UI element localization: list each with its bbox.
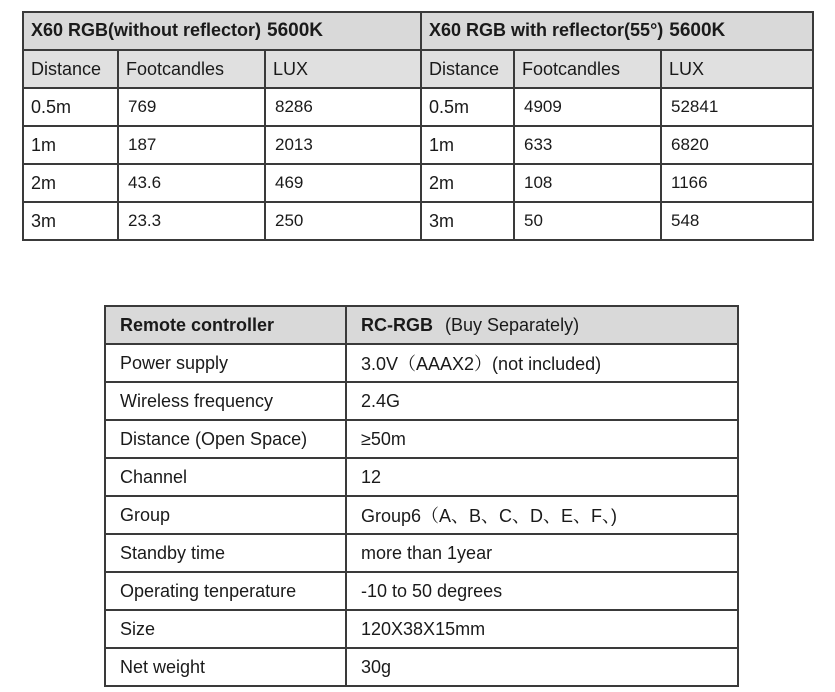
table-row: [105, 496, 738, 534]
footcandles-cell: 769: [118, 88, 265, 126]
lux-cell: 548: [661, 202, 813, 240]
spec-label: Power supply: [105, 344, 346, 382]
spec-label: Size: [105, 610, 346, 648]
remote-controller-table: [104, 305, 739, 687]
column-header-distance: Distance: [23, 50, 118, 88]
footcandles-cell: 187: [118, 126, 265, 164]
footcandles-cell: 50: [514, 202, 661, 240]
lux-cell: 8286: [265, 88, 421, 126]
spec-label: Distance (Open Space): [105, 420, 346, 458]
spec-label: Net weight: [105, 648, 346, 686]
spec-value: -10 to 50 degrees: [346, 572, 738, 610]
distance-cell: 3m: [421, 202, 514, 240]
photometric-header-row: [23, 50, 813, 88]
remote-model: RC-RGB: [361, 314, 433, 335]
distance-cell: 0.5m: [23, 88, 118, 126]
left-table-title: X60 RGB(without reflector) 5600K: [23, 12, 421, 50]
table-row: [105, 382, 738, 420]
table-row: [105, 420, 738, 458]
column-header-footcandles: Footcandles: [118, 50, 265, 88]
lux-cell: 469: [265, 164, 421, 202]
spec-value: 120X38X15mm: [346, 610, 738, 648]
spec-value: more than 1year: [346, 534, 738, 572]
table-row: [105, 344, 738, 382]
table-row: [105, 572, 738, 610]
remote-header-label: Remote controller: [105, 306, 346, 344]
column-header-footcandles: Footcandles: [514, 50, 661, 88]
footcandles-cell: 43.6: [118, 164, 265, 202]
table-row: [105, 648, 738, 686]
table-row: [23, 126, 813, 164]
distance-cell: 1m: [23, 126, 118, 164]
spec-label: Wireless frequency: [105, 382, 346, 420]
column-header-lux: LUX: [265, 50, 421, 88]
right-table-title: X60 RGB with reflector(55°) 5600K: [421, 12, 813, 50]
remote-header-row: [105, 306, 738, 344]
remote-header-model-cell: [346, 306, 738, 344]
table-row: [23, 202, 813, 240]
spec-value: 2.4G: [346, 382, 738, 420]
table-row: [105, 610, 738, 648]
table-row: [23, 88, 813, 126]
spec-value: 3.0V（AAAX2）(not included): [346, 344, 738, 382]
spec-label: Operating tenperature: [105, 572, 346, 610]
spec-label: Standby time: [105, 534, 346, 572]
spec-label: Channel: [105, 458, 346, 496]
column-header-distance: Distance: [421, 50, 514, 88]
photometric-table: [22, 11, 814, 241]
spec-label: Group: [105, 496, 346, 534]
table-row: [105, 458, 738, 496]
column-header-lux: LUX: [661, 50, 813, 88]
distance-cell: 1m: [421, 126, 514, 164]
right-cct-label: 5600K: [669, 20, 726, 41]
distance-cell: 2m: [23, 164, 118, 202]
lux-cell: 2013: [265, 126, 421, 164]
lux-cell: 1166: [661, 164, 813, 202]
photometric-title-row: [23, 12, 813, 50]
lux-cell: 250: [265, 202, 421, 240]
spec-value: Group6（A、B、C、D、E、F、): [346, 496, 738, 534]
spec-value: 30g: [346, 648, 738, 686]
left-cct-label: 5600K: [267, 20, 324, 41]
footcandles-cell: 4909: [514, 88, 661, 126]
footcandles-cell: 633: [514, 126, 661, 164]
remote-purchase-note: (Buy Separately): [445, 314, 580, 335]
table-row: [105, 534, 738, 572]
spec-value: 12: [346, 458, 738, 496]
distance-cell: 0.5m: [421, 88, 514, 126]
footcandles-cell: 23.3: [118, 202, 265, 240]
table-row: [23, 164, 813, 202]
spec-value: ≥50m: [346, 420, 738, 458]
lux-cell: 52841: [661, 88, 813, 126]
distance-cell: 2m: [421, 164, 514, 202]
lux-cell: 6820: [661, 126, 813, 164]
distance-cell: 3m: [23, 202, 118, 240]
footcandles-cell: 108: [514, 164, 661, 202]
